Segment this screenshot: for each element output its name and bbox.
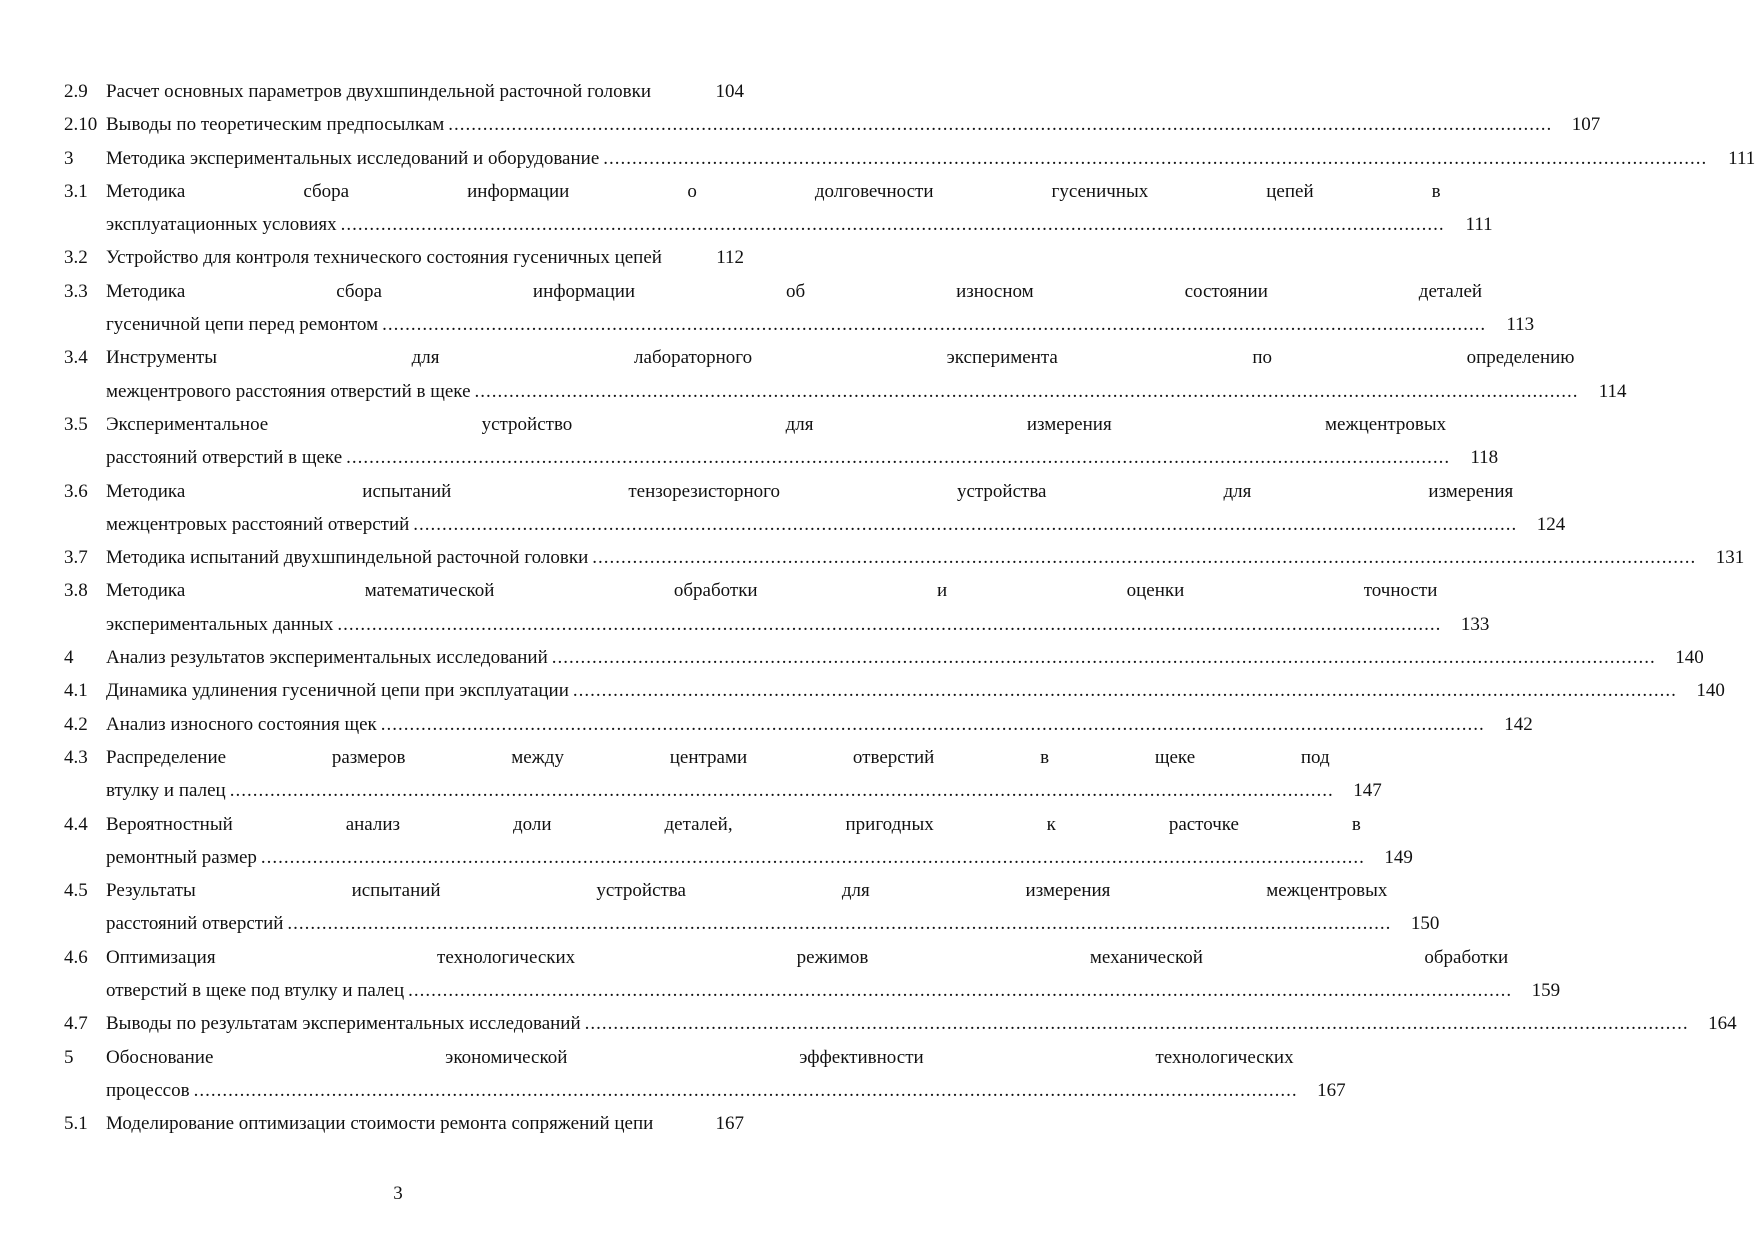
toc-entry-title: Распределение размеров между центрами отверстий в щеке под (106, 746, 1330, 768)
dot-leader (381, 708, 1485, 741)
toc-entry-title: гусеничной цепи перед ремонтом (106, 314, 379, 336)
toc-entry-page: 164 (1708, 1013, 1737, 1035)
toc-entry (64, 275, 1535, 342)
toc-entry-page: 107 (1571, 114, 1601, 136)
toc-entry (64, 674, 1725, 707)
toc-entry (64, 708, 1533, 741)
toc-entry-page: 150 (1410, 913, 1440, 935)
toc-entry-number: 3 (64, 147, 74, 169)
toc-entry-page: 111 (1465, 214, 1493, 236)
toc-entry-number: 4.5 (64, 880, 88, 902)
toc-entry (64, 475, 1566, 542)
dot-leader (230, 774, 1334, 807)
toc-entry-title: Методика сбора информации о долговечности гусеничных цепей в (106, 180, 1441, 202)
toc-entry-number: 4 (64, 647, 74, 669)
toc-entry (64, 241, 744, 274)
toc-entry-title: Экспериментальное устройство для измерения межцентровых (106, 413, 1447, 435)
toc-entry (64, 574, 1490, 641)
toc-entry-title: Выводы по теоретическим предпосылкам (106, 114, 445, 136)
table-of-contents (64, 75, 1755, 1141)
dot-leader (341, 208, 1445, 241)
toc-entry-number: 4.2 (64, 713, 88, 735)
toc-entry (64, 541, 1745, 574)
toc-entry (64, 142, 1755, 175)
toc-entry-number: 4.4 (64, 813, 88, 835)
toc-entry-page: 159 (1531, 980, 1561, 1002)
toc-entry-number: 3.2 (64, 247, 88, 269)
toc-entry-page: 124 (1536, 513, 1566, 535)
toc-entry-page: 147 (1353, 780, 1382, 802)
toc-entry-title: расстояний отверстий (106, 913, 284, 935)
toc-entry-title: межцентрового расстояния отверстий в щеке (106, 380, 471, 402)
dot-leader (573, 674, 1677, 707)
toc-entry-title: Обоснование экономической эффективности технологических (106, 1046, 1294, 1068)
dot-leader (287, 907, 1391, 940)
toc-entry (64, 1107, 744, 1140)
dot-leader (194, 1074, 1298, 1107)
toc-entry-title: расстояний отверстий в щеке (106, 447, 343, 469)
toc-entry-title: межцентровых расстояний отверстий (106, 513, 410, 535)
toc-entry-number: 3.5 (64, 413, 88, 435)
dot-leader (552, 641, 1656, 674)
toc-entry-title: Расчет основных параметров двухшпиндельной расточной головки (106, 81, 652, 102)
dot-leader (382, 308, 1486, 341)
dot-leader (408, 974, 1512, 1007)
toc-entry-title: ремонтный размер (106, 846, 257, 868)
toc-entry-number: 4.7 (64, 1013, 88, 1035)
toc-entry-title: эксплуатационных условиях (106, 214, 337, 236)
dot-leader (475, 375, 1579, 408)
toc-entry-title: Моделирование оптимизации стоимости ремонта сопряжений цепи (106, 1113, 654, 1135)
toc-entry-page: 131 (1715, 547, 1745, 569)
toc-entry-page: 167 (1317, 1079, 1346, 1101)
toc-entry (64, 341, 1627, 408)
toc-entry-number: 5 (64, 1046, 74, 1068)
dot-leader (261, 841, 1365, 874)
toc-entry-page: 118 (1470, 447, 1499, 469)
dot-leader (337, 608, 1441, 641)
toc-entry-number: 3.1 (64, 180, 88, 202)
dot-leader (448, 108, 1552, 141)
toc-entry (64, 741, 1382, 808)
toc-entry-number: 4.1 (64, 680, 88, 702)
dot-leader (346, 441, 1450, 474)
toc-entry-title: Анализ износного состояния щек (106, 713, 377, 735)
toc-entry-title: Динамика удлинения гусеничной цепи при эксплуатации (106, 680, 569, 702)
toc-entry (64, 75, 744, 108)
toc-entry-title: Выводы по результатам экспериментальных исследований (106, 1013, 581, 1035)
toc-entry (64, 175, 1493, 242)
toc-entry-title: Методика испытаний двухшпиндельной расточной головки (106, 547, 589, 569)
toc-entry (64, 1041, 1346, 1108)
toc-entry-title: процессов (106, 1079, 190, 1101)
toc-entry-number: 3.7 (64, 547, 88, 569)
toc-entry-page: 140 (1675, 647, 1704, 669)
toc-entry-number: 3.4 (64, 347, 88, 369)
toc-entry-page: 104 (715, 81, 744, 102)
dot-leader (413, 508, 1517, 541)
toc-entry (64, 108, 1601, 141)
toc-entry-page: 113 (1506, 314, 1535, 336)
toc-entry-page: 167 (715, 1113, 744, 1135)
page-number: 3 (393, 1183, 403, 1204)
toc-entry-title: экспериментальных данных (106, 613, 334, 635)
toc-entry-title: Вероятностный анализ доли деталей, пригодных к расточке в (106, 813, 1361, 835)
dot-leader (585, 1007, 1689, 1040)
toc-entry-number: 2.9 (64, 81, 88, 102)
toc-entry-title: Методика сбора информации об износном состоянии деталей (106, 280, 1483, 302)
toc-entry-title: Методика экспериментальных исследований и оборудование (106, 147, 600, 169)
toc-entry-page: 140 (1696, 680, 1725, 702)
toc-entry (64, 874, 1440, 941)
toc-entry (64, 1007, 1737, 1040)
toc-entry-page: 142 (1504, 713, 1533, 735)
dot-leader (603, 142, 1707, 175)
toc-entry-title: Устройство для контроля технического состояния гусеничных цепей (106, 247, 662, 269)
toc-entry-title: Результаты испытаний устройства для измерения межцентровых (106, 880, 1388, 902)
dot-leader (592, 541, 1696, 574)
toc-entry-number: 2.10 (64, 114, 98, 136)
toc-entry-page: 149 (1384, 846, 1413, 868)
toc-entry-number: 3.8 (64, 580, 88, 602)
toc-entry-page: 114 (1598, 380, 1627, 402)
toc-entry (64, 808, 1413, 875)
toc-entry-title: отверстий в щеке под втулку и палец (106, 980, 405, 1002)
toc-entry-number: 3.3 (64, 280, 88, 302)
toc-entry-title: Анализ результатов экспериментальных исследований (106, 647, 548, 669)
toc-entry (64, 641, 1704, 674)
toc-entry-number: 4.6 (64, 946, 88, 968)
toc-entry-page: 133 (1460, 613, 1490, 635)
toc-entry (64, 408, 1499, 475)
toc-entry-title: Методика математической обработки и оценки точности (106, 580, 1438, 602)
toc-entry (64, 941, 1561, 1008)
toc-entry-title: Инструменты для лабораторного эксперимента по определению (106, 347, 1575, 369)
toc-entry-title: втулку и палец (106, 780, 226, 802)
toc-entry-title: Оптимизация технологических режимов механической обработки (106, 946, 1509, 968)
toc-entry-title: Методика испытаний тензорезисторного устройства для измерения (106, 480, 1514, 502)
toc-entry-number: 5.1 (64, 1113, 88, 1135)
toc-entry-page: 111 (1728, 147, 1755, 169)
toc-entry-page: 112 (716, 247, 744, 269)
toc-entry-number: 4.3 (64, 746, 88, 768)
toc-entry-number: 3.6 (64, 480, 88, 502)
